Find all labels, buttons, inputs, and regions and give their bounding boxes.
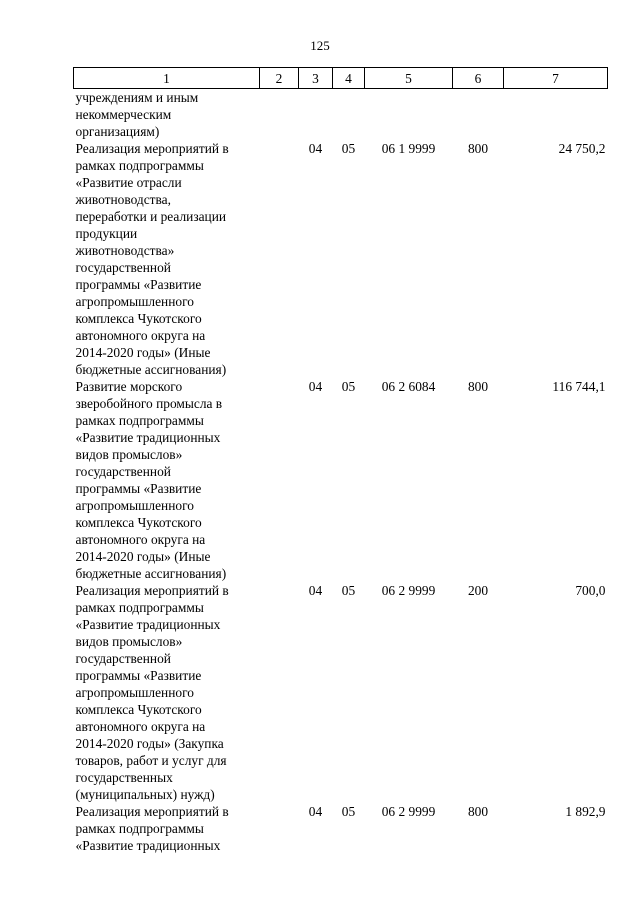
table-body (74, 89, 608, 855)
table-header (74, 68, 608, 89)
description-line: животноводства» (75, 243, 175, 258)
description-line: государственной (75, 464, 171, 479)
description-line: государственной (75, 260, 171, 275)
subsection-code (333, 89, 365, 141)
header-col-2: 2 (260, 68, 299, 89)
section-code (299, 89, 333, 141)
budget-table (73, 67, 608, 854)
description-line: комплекса Чукотского (75, 702, 202, 717)
row-description (74, 582, 260, 803)
description-line: Реализация мероприятий в (75, 583, 229, 598)
table-row (74, 582, 608, 803)
description-line: переработки и реализации (75, 209, 227, 224)
description-line: автономного округа на (75, 719, 206, 734)
table-row (74, 378, 608, 582)
description-line: комплекса Чукотского (75, 311, 202, 326)
row-description (74, 89, 260, 141)
page-number: 125 (310, 38, 330, 53)
description-line: автономного округа на (75, 532, 206, 547)
section-code: 04 (308, 583, 323, 598)
description-line: видов промыслов» (75, 634, 183, 649)
description-line: государственных (75, 770, 173, 785)
subsection-code: 05 (341, 141, 356, 156)
description-line: зверобойного промысла в (75, 396, 223, 411)
description-line: «Развитие традиционных (75, 430, 221, 445)
table-row (74, 140, 608, 378)
header-col-4: 4 (333, 68, 365, 89)
expense-type: 200 (467, 583, 489, 598)
description-line: 2014-2020 годы» (Иные (75, 345, 211, 360)
section-code: 04 (308, 379, 323, 394)
expense-type (453, 89, 504, 141)
header-col-5: 5 (365, 68, 453, 89)
description-line: бюджетные ассигнования) (75, 566, 227, 581)
section-col2 (260, 140, 299, 378)
target-article: 06 2 9999 (381, 804, 436, 819)
target-article: 06 1 9999 (381, 141, 436, 156)
section-col2 (260, 803, 299, 854)
description-line: программы «Развитие (75, 481, 202, 496)
description-line: программы «Развитие (75, 668, 202, 683)
description-line: (муниципальных) нужд) (75, 787, 215, 802)
expense-type: 800 (467, 804, 489, 819)
section-code: 04 (308, 141, 323, 156)
description-line: 2014-2020 годы» (Иные (75, 549, 211, 564)
header-row (74, 68, 608, 89)
target-article (365, 89, 453, 141)
table-row (74, 89, 608, 141)
description-line: агропромышленного (75, 294, 194, 309)
amount: 116 744,1 (552, 379, 606, 394)
section-col2 (260, 582, 299, 803)
header-col-6: 6 (453, 68, 504, 89)
section-code: 04 (308, 804, 323, 819)
description-line: рамках подпрограммы (75, 600, 204, 615)
section-col2 (260, 378, 299, 582)
description-line: «Развитие отрасли (75, 175, 182, 190)
description-line: рамках подпрограммы (75, 413, 204, 428)
description-line: животноводства, (75, 192, 171, 207)
description-line: комплекса Чукотского (75, 515, 202, 530)
section-col2 (260, 89, 299, 141)
header-col-3: 3 (299, 68, 333, 89)
description-line: некоммерческим (75, 107, 172, 122)
description-line: бюджетные ассигнования) (75, 362, 227, 377)
subsection-code: 05 (341, 804, 356, 819)
description-line: товаров, работ и услуг для (75, 753, 227, 768)
amount: 1 892,9 (565, 804, 606, 819)
table-row (74, 803, 608, 854)
description-line: агропромышленного (75, 685, 194, 700)
amount (504, 89, 608, 141)
description-line: видов промыслов» (75, 447, 183, 462)
expense-type: 800 (467, 379, 489, 394)
header-col-7: 7 (504, 68, 608, 89)
description-line: рамках подпрограммы (75, 158, 204, 173)
row-description (74, 803, 260, 854)
header-col-1: 1 (74, 68, 260, 89)
description-line: продукции (75, 226, 138, 241)
description-line: «Развитие традиционных (75, 838, 221, 853)
description-line: рамках подпрограммы (75, 821, 204, 836)
description-line: Реализация мероприятий в (75, 141, 229, 156)
description-line: Реализация мероприятий в (75, 804, 229, 819)
subsection-code: 05 (341, 379, 356, 394)
target-article: 06 2 9999 (381, 583, 436, 598)
description-line: Развитие морского (75, 379, 183, 394)
row-description (74, 378, 260, 582)
description-line: программы «Развитие (75, 277, 202, 292)
description-line: организациям) (75, 124, 160, 139)
amount: 24 750,2 (558, 141, 606, 156)
description-line: государственной (75, 651, 171, 666)
description-line: учреждениям и иным (75, 90, 199, 105)
row-description (74, 140, 260, 378)
expense-type: 800 (467, 141, 489, 156)
description-line: агропромышленного (75, 498, 194, 513)
amount: 700,0 (575, 583, 606, 598)
subsection-code: 05 (341, 583, 356, 598)
description-line: автономного округа на (75, 328, 206, 343)
description-line: 2014-2020 годы» (Закупка (75, 736, 224, 751)
target-article: 06 2 6084 (381, 379, 436, 394)
description-line: «Развитие традиционных (75, 617, 221, 632)
